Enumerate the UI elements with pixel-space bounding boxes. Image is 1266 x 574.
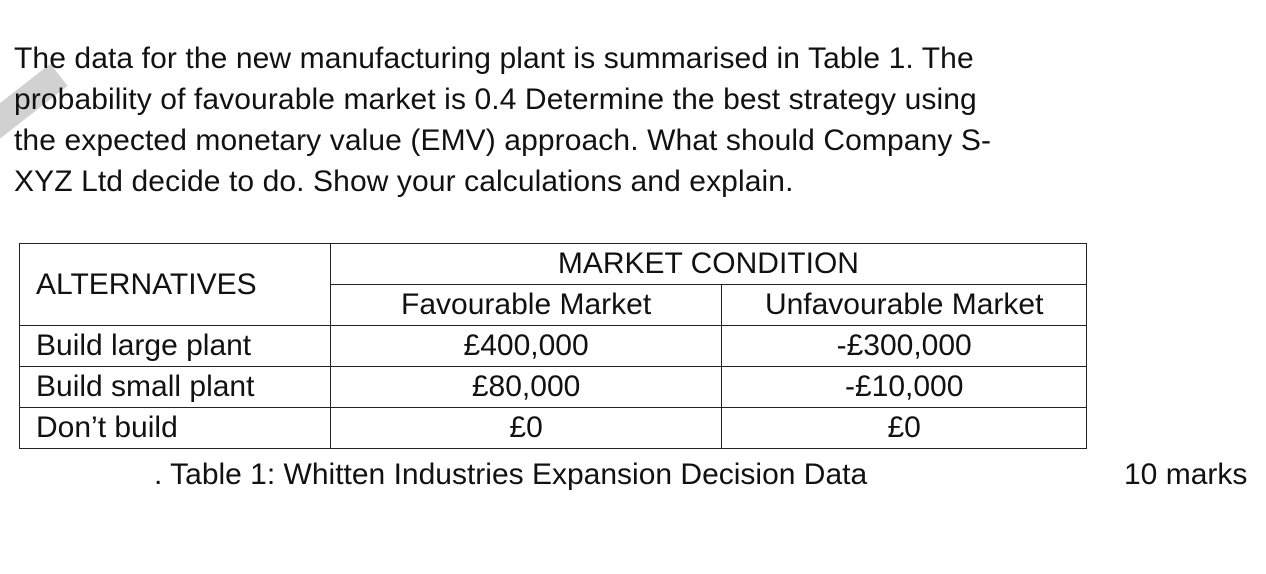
table-row (20, 326, 1087, 367)
alternatives-header: ALTERNATIVES (20, 244, 331, 326)
table-caption: . Table 1: Whitten Industries Expansion Decision Data (154, 458, 868, 491)
favourable-value-cell: £80,000 (330, 367, 722, 408)
unfavourable-value-cell: -£300,000 (722, 326, 1087, 367)
table-row (20, 367, 1087, 408)
unfavourable-value-cell: £0 (722, 408, 1087, 449)
alternative-cell: Build small plant (20, 367, 331, 408)
alternative-cell: Build large plant (20, 326, 331, 367)
favourable-header: Favourable Market (330, 285, 722, 326)
question-line: The data for the new manufacturing plant is summarised in Table 1. The (14, 42, 974, 75)
question-text (14, 38, 1094, 202)
favourable-value-cell: £400,000 (330, 326, 722, 367)
marks-label: 10 marks (1124, 458, 1248, 491)
question-line: probability of favourable market is 0.4 Determine the best strategy using (14, 83, 977, 116)
favourable-value-cell: £0 (330, 408, 722, 449)
alternative-cell: Don’t build (20, 408, 331, 449)
market-condition-header: MARKET CONDITION (330, 244, 1086, 285)
question-line: XYZ Ltd decide to do. Show your calculations and explain. (14, 165, 794, 198)
watermark-stripe (0, 0, 156, 27)
question-line: the expected monetary value (EMV) approach. What should Company S- (14, 124, 992, 157)
unfavourable-header: Unfavourable Market (722, 285, 1087, 326)
table-header-row (20, 244, 1087, 285)
unfavourable-value-cell: -£10,000 (722, 367, 1087, 408)
table-row (20, 408, 1087, 449)
decision-table (19, 243, 1087, 449)
